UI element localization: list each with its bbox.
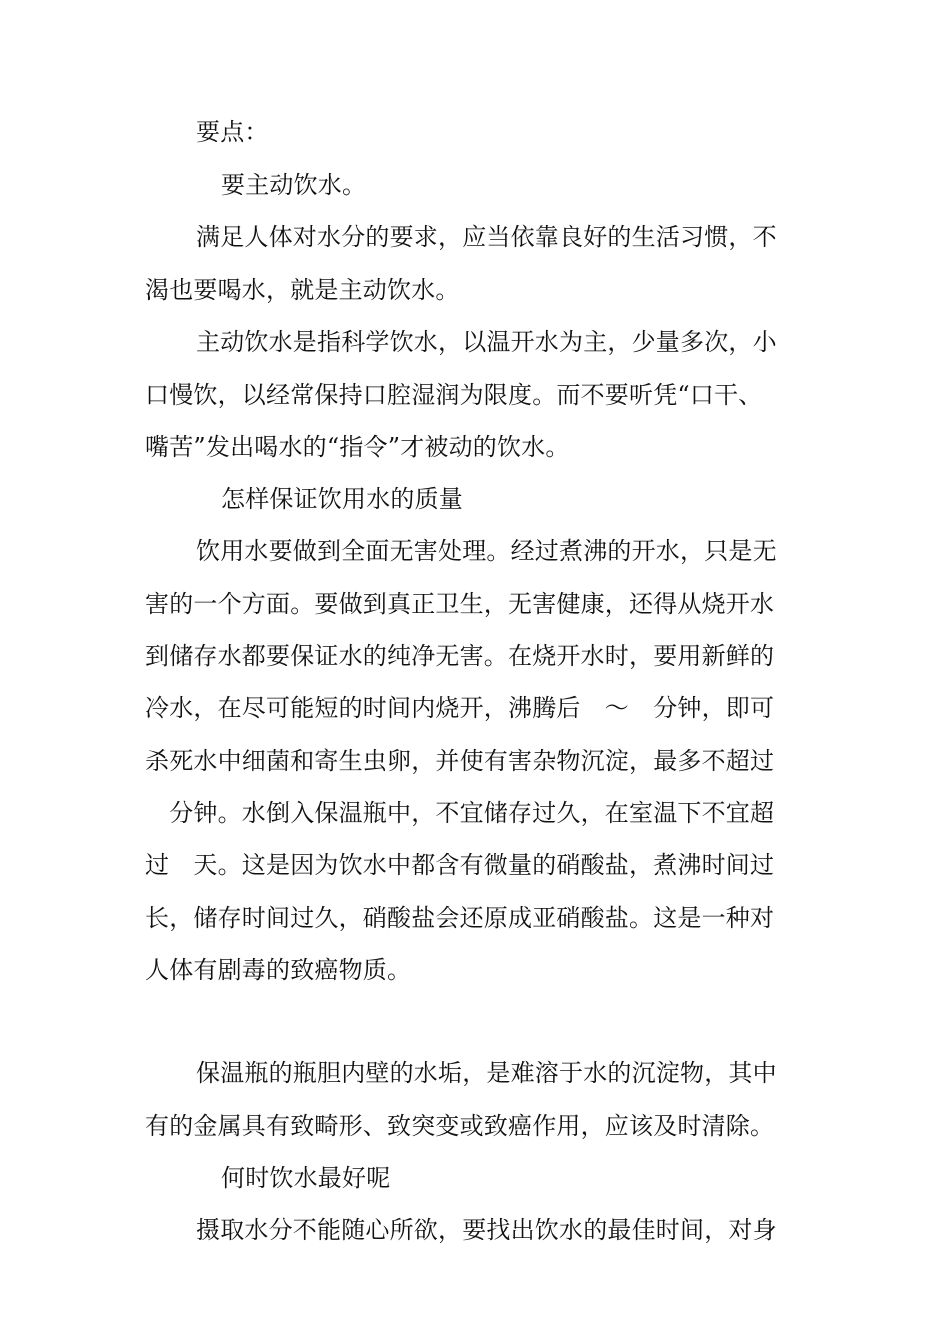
section-heading: 怎样保证饮用水的质量	[221, 485, 463, 513]
paragraph-line: 冷水，在尽可能短的时间内烧开，沸腾后 ～ 分钟，即可	[145, 694, 775, 722]
paragraph-line: 满足人体对水分的要求，应当依靠良好的生活习惯，不	[196, 223, 777, 251]
paragraph-line: 摄取水分不能随心所欲，要找出饮水的最佳时间，对身	[196, 1216, 777, 1244]
section-heading: 何时饮水最好呢	[221, 1164, 391, 1192]
paragraph-line: 口慢饮，以经常保持口腔湿润为限度。而不要听凭“口干、	[145, 381, 763, 409]
paragraph-line: 害的一个方面。要做到真正卫生，无害健康，还得从烧开水	[145, 590, 775, 618]
paragraph-line: 人体有剧毒的致癌物质。	[145, 956, 412, 984]
paragraph-line: 分钟。水倒入保温瓶中，不宜储存过久，在室温下不宜超	[145, 799, 775, 827]
paragraph-line: 到储存水都要保证水的纯净无害。在烧开水时，要用新鲜的	[145, 642, 775, 670]
paragraph-line: 杀死水中细菌和寄生虫卵，并使有害杂物沉淀，最多不超过	[145, 747, 775, 775]
paragraph-line: 饮用水要做到全面无害处理。经过煮沸的开水，只是无	[196, 537, 777, 565]
paragraph-line: 主动饮水是指科学饮水，以温开水为主，少量多次，小	[196, 328, 777, 356]
paragraph-line: 保温瓶的瓶胆内壁的水垢，是难溶于水的沉淀物，其中	[196, 1059, 777, 1087]
section-heading: 要主动饮水。	[221, 171, 367, 199]
paragraph-line: 过 天。这是因为饮水中都含有微量的硝酸盐，煮沸时间过	[145, 851, 775, 879]
paragraph-line: 渴也要喝水，就是主动饮水。	[145, 276, 460, 304]
paragraph-line: 有的金属具有致畸形、致突变或致癌作用，应该及时清除。	[145, 1112, 775, 1140]
paragraph-line: 长，储存时间过久，硝酸盐会还原成亚硝酸盐。这是一种对	[145, 904, 775, 932]
paragraph-line: 嘴苦”发出喝水的“指令”才被动的饮水。	[145, 433, 570, 461]
key-points-label: 要点：	[196, 118, 269, 146]
